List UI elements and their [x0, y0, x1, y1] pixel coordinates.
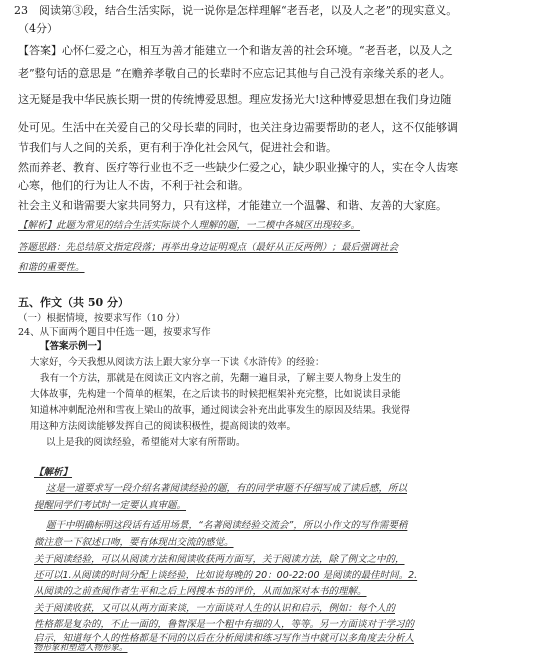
question-23-line1: 23 阅读第③段，结合生活实际，说一说你是怎样理解“老吾老，以及人之老”的现实意义。	[14, 4, 458, 17]
analysis2-line11: 物形象和塑造人物形象。	[34, 643, 128, 653]
analysis2-line10: 启示，知道每个人的性格都是不同的以后在分析阅读和练习写作当中就可以多角度去分析人	[34, 633, 415, 644]
answer-line3: 这无疑是我中华民族长期一贯的传统博爱思想。理应发扬光大!这种博爱思想在我们身边随	[18, 93, 452, 106]
answer-line4: 处可见。生活中在关爱自己的父母长辈的同时，也关注身边需要帮助的老人，这不仅能够调	[18, 121, 458, 134]
example-para2-line1: 我有一个方法，那就是在阅读正文内容之前，先翻一遍目录，了解主要人物身上发生的	[40, 373, 402, 384]
section-5-title: 五、作文（共 50 分）	[18, 296, 129, 309]
analysis-line3: 和谐的重要性。	[18, 262, 85, 273]
analysis2-line6: 还可以1.从阅读的时间分配上谈经验，比如说每晚的 20：00-22:00 是阅读的最佳时间。2.	[34, 570, 418, 581]
analysis2-line1: 这是一道要求写一段介绍名著阅读经验的题，有的同学审题不仔细写成了读后感，所以	[46, 483, 408, 494]
analysis2-title: 【解析】	[34, 467, 73, 478]
answer-line8: 社会主义和谐需要大家共同努力，只有这样，才能建立一个温馨、和谐、友善的大家庭。	[18, 199, 447, 212]
example-para2-line4: 用这种方法阅读能够发挥自己的阅读积极性，提高阅读的效率。	[30, 421, 297, 432]
answer-line2: 老”整句话的意思是 “在赡养孝敬自己的长辈时不应忘记其他与自己没有亲缘关系的老人。	[18, 67, 451, 80]
answer-line1: 【答案】心怀仁爱之心，相互为善才能建立一个和谐友善的社会环境。“老吾老，以及人之	[18, 44, 453, 57]
answer-line5: 节我们与人之间的关系，更有利于净化社会风气，促进社会和谐。	[18, 141, 337, 154]
analysis-line2: 答题思路：先总结原文指定段落；再举出身边证明观点（最好从正反两例）；最后强调社会	[18, 242, 399, 253]
example-para3: 以上是我的阅读经验，希望能对大家有所帮助。	[46, 437, 246, 448]
analysis2-line3: 题干中明确标明这段话有适用场景，“名著阅读经验交流会”，所以小作文的写作需要稍	[46, 520, 408, 531]
answer-line7: 心寒，他们的行为让人不齿，不利于社会和谐。	[18, 179, 249, 192]
example-para1: 大家好，今天我想从阅读方法上跟大家分享一下读《水浒传》的经验：	[30, 357, 325, 368]
answer-line6: 然而养老、教育、医疗等行业也不乏一些缺少仁爱之心，缺少职业操守的人，实在令人齿寒	[18, 161, 458, 174]
example-title: 【答案示例一】	[40, 341, 107, 352]
analysis2-line7: 从阅读的之前查阅作者生平和之后上网搜本书的评价，从而加深对本书的理解。	[34, 586, 367, 597]
example-para2-line2: 大体故事，先构建一个简单的框架，在之后读书的时候把框架补充完整，比如说读目录能	[30, 389, 401, 400]
analysis2-line2: 提醒同学们考试时一定要认真审题。	[34, 500, 187, 511]
analysis2-line8: 关于阅读收获，又可以从两方面来谈，一方面谈对人生的认识和启示，例如：每个人的	[34, 603, 396, 614]
analysis2-line5: 关于阅读经验，可以从阅读方法和阅读收获两方面写，关于阅读方法，除了例文之中的，	[34, 554, 405, 565]
example-para2-line3: 知道林冲刺配沧州和雪夜上梁山的故事，通过阅读会补充出此事发生的原因及结果。我觉得	[30, 405, 411, 416]
analysis2-line9: 性格都是复杂的，不止一面的，鲁智深是一个粗中有细的人，等等。另一方面谈对于学习的	[34, 619, 415, 630]
section-5-subtitle: （一）根据情境，按要求写作（10 分）	[18, 313, 186, 324]
question-23-points: （4分）	[18, 22, 58, 35]
analysis2-line4: 微注意一下叙述口吻，要有体现出交流的感觉。	[34, 537, 234, 548]
analysis-line1: 【解析】此题为常见的结合生活实际谈个人理解的题，一二模中各城区出现较多。	[18, 220, 361, 231]
question-24: 24、从下面两个题目中任选一题，按要求写作	[18, 327, 211, 338]
